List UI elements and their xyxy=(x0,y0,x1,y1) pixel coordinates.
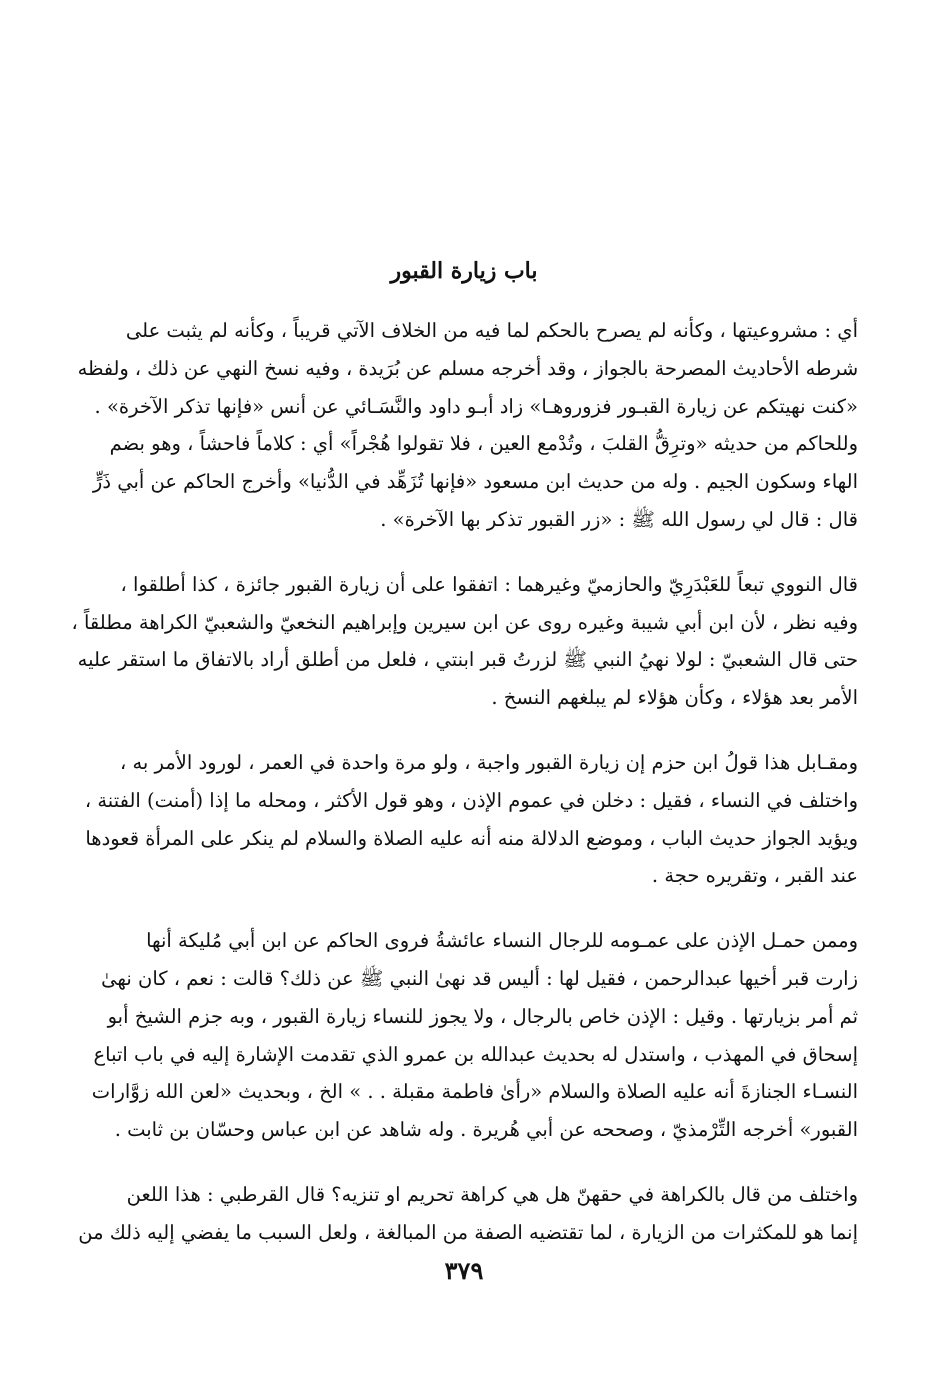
text-line: قال : قال لي رسول الله ﷺ : «زر القبور تذكر بها الآخرة» . xyxy=(380,507,858,531)
text-line: عند القبر ، وتقريره حجة . xyxy=(651,864,858,888)
text-line: واختلف من قال بالكراهة في حقهنّ هل هي كراهة تحريم او تنزيه؟ قال القرطبي : هذا اللعن xyxy=(126,1182,858,1206)
paragraph-4 xyxy=(70,922,858,1149)
text-line: أي : مشروعيتها ، وكأنه لم يصرح بالحكم لما فيه من الخلاف الآتي قريباً ، وكأنه لم يثبت على xyxy=(125,319,858,342)
text-line: ومقـابل هذا قولُ ابن حزم إن زيارة القبور واجبة ، ولو مرة واحدة في العمر ، لورود الأمر به ، xyxy=(119,750,858,774)
text-line: النسـاء الجنازةَ أنه عليه الصلاة والسلام «رأىٰ فاطمة مقبلة . . » الخ ، وبحديث «لعن الله زوَّارات xyxy=(91,1080,858,1104)
text-line: زارت قبر أخيها عبدالرحمن ، فقيل لها : أليس قد نهىٰ النبي ﷺ عن ذلك؟ قالت : نعم ، كان نهىٰ xyxy=(101,966,858,990)
text-line: واختلف في النساء ، فقيل : دخلن في عموم الإذن ، وهو قول الأكثر ، ومحله ما إذا (أمنت) الفتنة ، xyxy=(84,788,858,812)
paragraph-2 xyxy=(70,566,858,717)
text-line: «كنت نهيتكم عن زيارة القبـور فزوروهـا» زاد أبـو داود والنَّسَـائي عن أنس «فإنها تذكر الآخرة» . xyxy=(94,394,858,418)
text-line: ثم أمر بزيارتها . وقيل : الإذن خاص بالرجال ، ولا يجوز للنساء زيارة القبور ، وبه جزم الشيخ أبو xyxy=(107,1004,858,1028)
text-line: وفيه نظر ، لأن ابن أبي شيبة وغيره روى عن ابن سيرين وإبراهيم النخعيّ والشعبيّ الكراهة مطلقاً ، xyxy=(71,610,858,634)
book-page xyxy=(70,0,858,1377)
text-line: قال النووي تبعاً للعَبْدَرِيّ والحازميّ وغيرهما : اتفقوا على أن زيارة القبور جائزة ، كذا أطلقوا ، xyxy=(120,572,858,596)
page-number: ٣٧٩ xyxy=(444,1256,484,1285)
text-line: حتى قال الشعبيّ : لولا نهيُ النبي ﷺ لزرتُ قبر ابنتي ، فلعل من أطلق أراد بالاتفاق ما استقر عليه xyxy=(77,648,858,672)
text-line: إسحاق في المهذب ، واستدل له بحديث عبدالله بن عمرو الذي تقدمت الإشارة إليه في باب اتباع xyxy=(93,1042,858,1066)
text-line: الأمر بعد هؤلاء ، وكأن هؤلاء لم يبلغهم النسخ . xyxy=(491,686,858,710)
paragraph-3 xyxy=(70,744,858,895)
chapter-heading: باب زيارة القبور xyxy=(390,258,538,284)
text-line: وللحاكم من حديثه «وترِقُّ القلبَ ، وتُدْمع العين ، فلا تقولوا هُجْراً» أي : كلاماً فاحشاً ، وهو بضم xyxy=(109,432,858,456)
text-line: وممن حمـل الإذن على عمـومه للرجال النساء عائشةُ فروى الحاكم عن ابن أبي مُليكة أنها xyxy=(146,929,858,953)
text-line: إنما هو للمكثرات من الزيارة ، لما تقتضيه الصفة من المبالغة ، ولعل السبب ما يفضي إليه ذلك من xyxy=(78,1220,858,1244)
text-line: القبور» أخرجه التِّرْمذيّ ، وصححه عن أبي هُريرة . وله شاهد عن ابن عباس وحسّان بن ثابت . xyxy=(114,1118,858,1142)
text-line: شرطه الأحاديث المصرحة بالجواز ، وقد أخرجه مسلم عن بُرَيدة ، وفيه نسخ النهي عن ذلك ، ولفظه xyxy=(77,356,858,380)
body-text xyxy=(70,312,858,1252)
text-line: ويؤيد الجواز حديث الباب ، وموضع الدلالة منه أنه عليه الصلاة والسلام لم ينكر على المرأة قعودها xyxy=(85,826,858,850)
text-line: الهاء وسكون الجيم . وله من حديث ابن مسعود «فإنها تُزَهِّد في الدُّنيا» وأخرج الحاكم عن أبي ذَرٍّ xyxy=(92,470,858,494)
paragraph-5 xyxy=(70,1176,858,1252)
paragraph-1 xyxy=(70,312,858,539)
